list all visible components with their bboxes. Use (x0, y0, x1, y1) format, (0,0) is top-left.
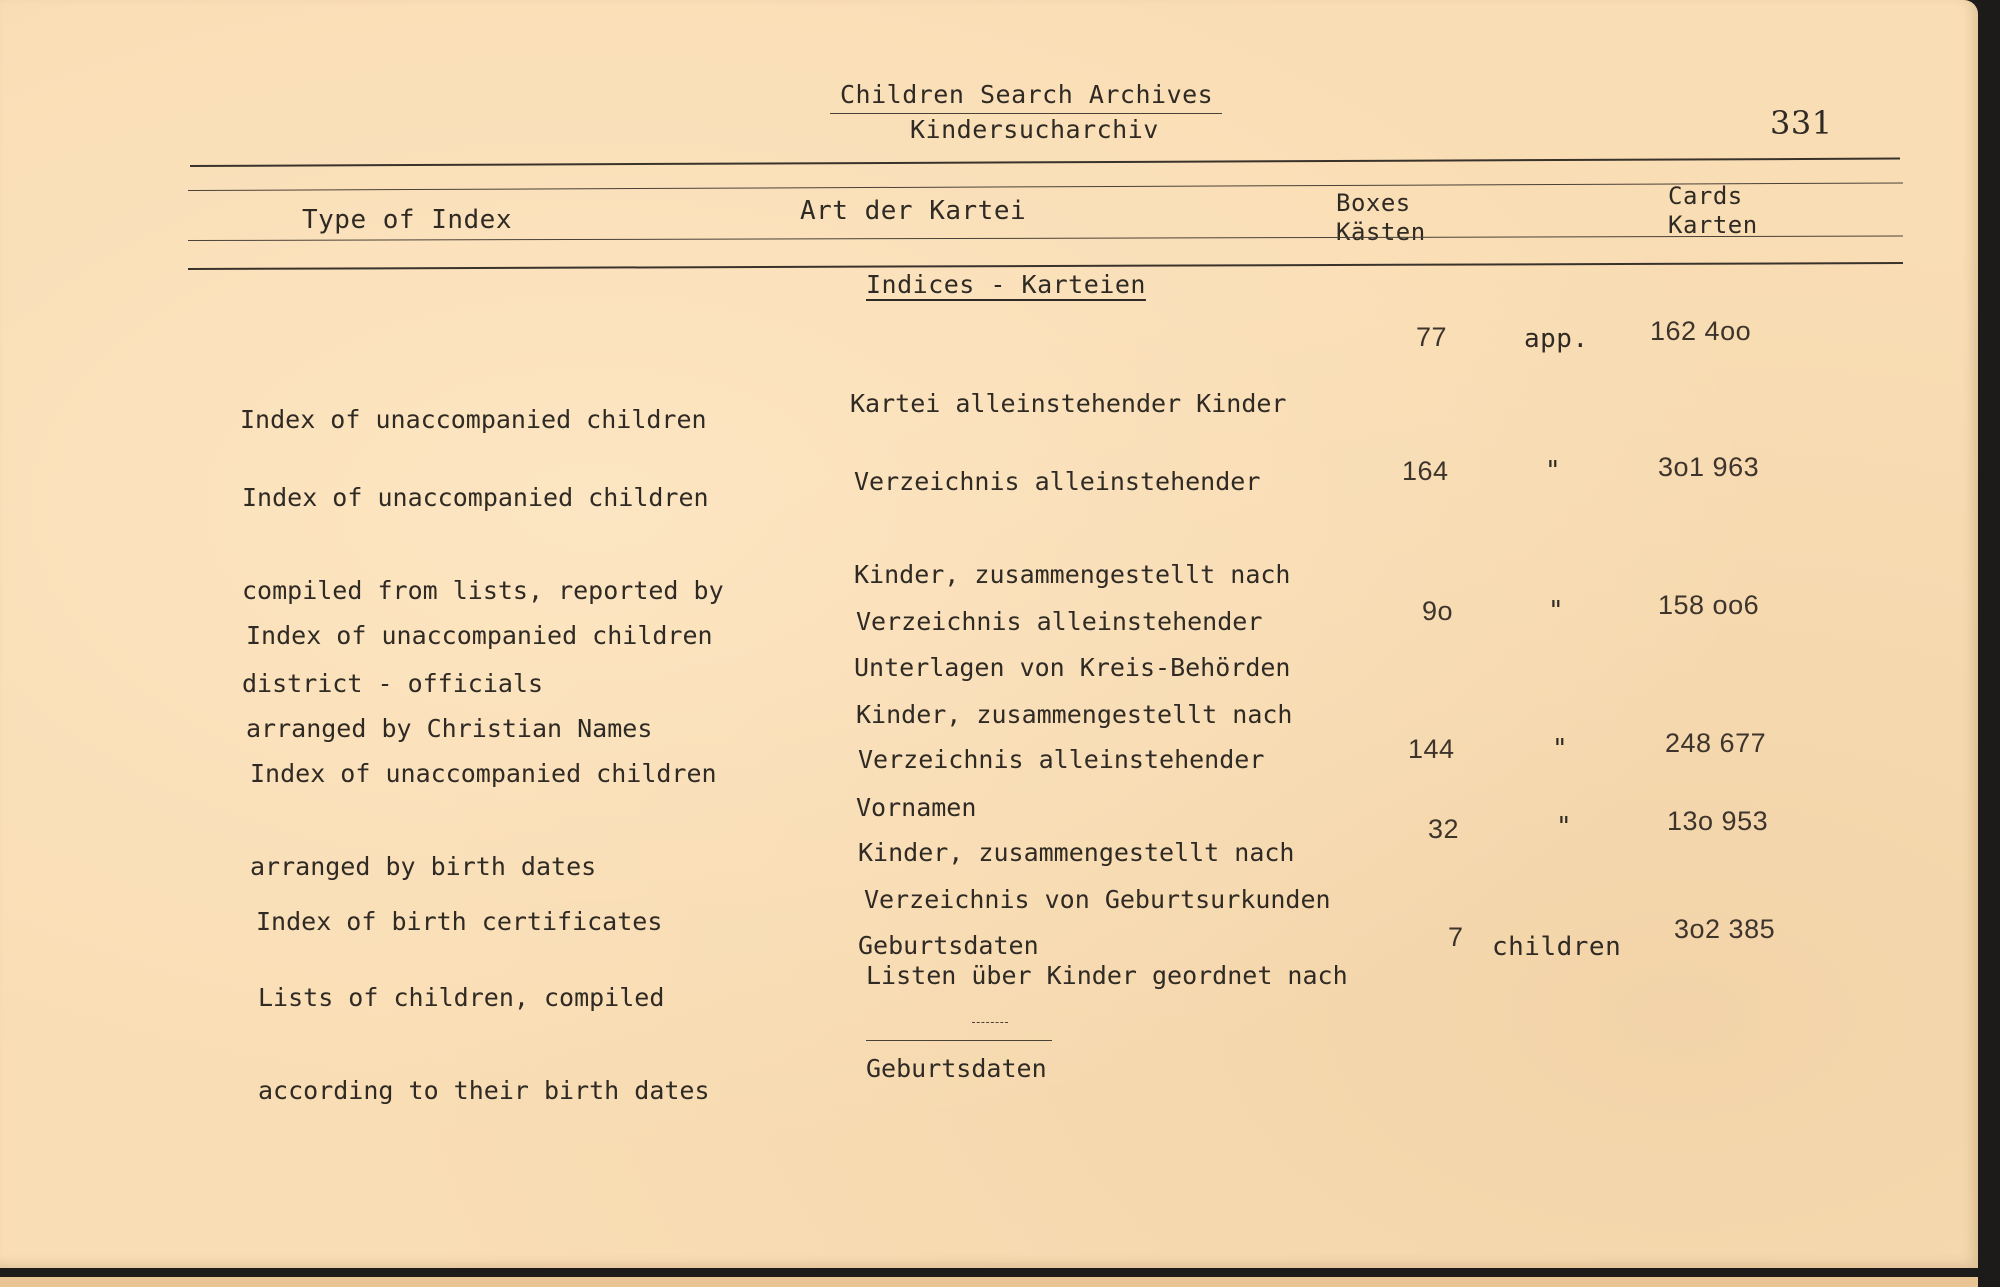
row-6-note: children (1492, 932, 1622, 962)
row-6-boxes: 7 (1448, 922, 1464, 952)
row-3-boxes: 9o (1422, 596, 1454, 626)
row-4-type: Index of unaccompanied children arranged by birth dates (250, 759, 717, 881)
header-bottom-rule (188, 236, 1903, 241)
top-rule-2 (188, 183, 1903, 191)
row-6-art: Listen über Kinder geordnet nach Geburtsdaten (866, 961, 1348, 1083)
row-2-cards: 3o1 963 (1658, 452, 1760, 482)
row-5-type: Index of birth certificates (256, 907, 663, 936)
closing-rule (866, 1040, 1052, 1041)
row-1-type: Index of unaccompanied children (240, 405, 707, 434)
row-3-note: " (1548, 596, 1565, 626)
header-bottom-rule-2 (188, 262, 1903, 270)
column-header-type-of-index: Type of Index (302, 205, 512, 235)
row-4-cards: 248 677 (1665, 728, 1767, 758)
row-5-note: " (1556, 812, 1573, 842)
column-header-boxes: Boxes (1336, 189, 1411, 217)
row-5-boxes: 32 (1428, 814, 1460, 844)
row-1-note: app. (1524, 324, 1589, 354)
row-6-cards: 3o2 385 (1674, 914, 1776, 944)
column-header-kasten: Kästen (1336, 218, 1426, 246)
column-header-karten: Karten (1668, 211, 1758, 239)
section-heading: Indices - Karteien (866, 270, 1146, 299)
row-6-type: Lists of children, compiled according to their birth dates (258, 983, 710, 1105)
title-german: Kindersucharchiv (910, 115, 1159, 144)
row-4-note: " (1552, 734, 1569, 764)
column-header-cards: Cards (1668, 182, 1743, 210)
row-5-art: Verzeichnis von Geburtsurkunden (864, 885, 1331, 914)
page-number: 331 (1770, 104, 1833, 142)
row-4-boxes: 144 (1408, 734, 1455, 764)
row-3-type: Index of unaccompanied children arranged by Christian Names (246, 621, 713, 743)
paper-bottom-edge (0, 1277, 1978, 1287)
column-header-art-der-kartei: Art der Kartei (800, 196, 1027, 226)
closing-dashes (972, 1022, 1008, 1023)
top-rule (190, 158, 1900, 167)
row-2-art: Verzeichnis alleinstehender Kinder, zusammengestellt nach Unterlagen von Kreis-Behörden (854, 467, 1291, 682)
row-4-art: Verzeichnis alleinstehender Kinder, zusammengestellt nach Geburtsdaten (858, 745, 1295, 960)
title-english: Children Search Archives (840, 80, 1214, 109)
row-1-boxes: 77 (1416, 322, 1448, 352)
row-2-note: " (1545, 456, 1562, 486)
row-1-cards: 162 4oo (1650, 316, 1752, 346)
row-3-art: Verzeichnis alleinstehender Kinder, zusammengestellt nach Vornamen (856, 607, 1293, 822)
row-5-cards: 13o 953 (1667, 806, 1769, 836)
row-3-cards: 158 oo6 (1658, 590, 1760, 620)
row-1-art: Kartei alleinstehender Kinder (850, 389, 1287, 418)
title-underline (830, 113, 1222, 114)
row-2-type: Index of unaccompanied children compiled from lists, reported by district - officials (242, 483, 724, 698)
row-2-boxes: 164 (1402, 456, 1449, 486)
